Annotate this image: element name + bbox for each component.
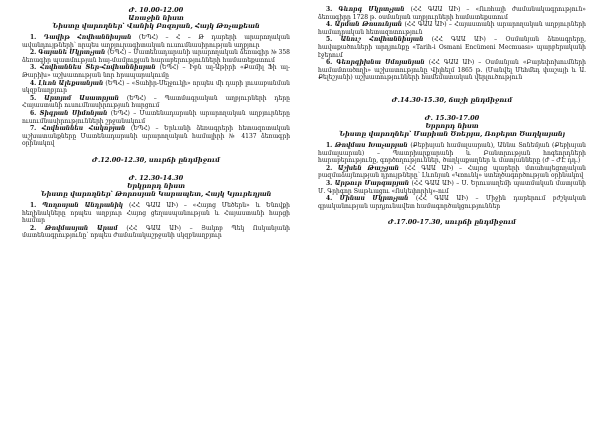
paper-number: 1.: [30, 34, 37, 41]
session-two-continued: [318, 6, 586, 82]
lunch-break: Ժ.14.30-15.30, ճաշի ընդմիջում: [391, 95, 513, 104]
paper-author: Թովմաս Խաչարյան: [334, 141, 408, 149]
paper-author: Հովհաննես Տեր-Հովհաննիսյան: [40, 64, 156, 72]
paper-author: Մինաս Մկրտչյան: [339, 195, 409, 203]
paper-item: [318, 195, 586, 210]
paper-number: 3.: [30, 64, 37, 72]
session-chairs: Նիստը վարողներ՝ Մարիան Ծռերյա, Ռոբերտ Ծաղկայանյ: [338, 129, 566, 138]
paper-item: [318, 36, 586, 59]
paper-title: (ԵՊՀ) – Մատենադարանի արարողական աղբյուրները ուսումնասիրությունների շրջանակում: [22, 109, 290, 125]
paper-number: 5.: [30, 94, 37, 102]
paper-author: Արտյոմ Ասատրյան: [44, 94, 119, 102]
left-column: [22, 6, 290, 248]
paper-title: (ՀՀ ԳԱԱ ԱԻ) – Օսմանյան «Բարեփոխումների համամտածողի» աշխատությունը Վիլհելմ 1865 թ. (Մանվել Մեհմեդ փաշայի և Ա. Քելեշյանի) աշխատությունների համեմատական վերլուծություն: [318, 59, 586, 82]
session-time: Ժ. 15.30-17.00: [424, 113, 480, 122]
paper-title: (ԵՊՀ) – Իբն ալ-Աթիրի «Քամիլ Ֆի ալ-Թարիխ» աշխատության նոր հրապարակումը: [22, 64, 290, 79]
paper-number: 3.: [326, 6, 333, 13]
paper-author: Գևորգ Մկրտչյան: [338, 6, 405, 13]
paper-title: (ՀՀ ԳԱԱ ԱԻ) – Յակոբ Պեկ Ոսկանյանի մատենագրությունը՝ որպես ժամանակաշրջանի սկզբնաղբյուր: [22, 224, 290, 240]
paper-title: (ԵՊՀ) – Երևանի ձեռագրերի հետազոտական աշխատանքները Մատենադարանի արարողական համալիրի № 4137 ձեռագրի օրինակով: [22, 125, 290, 148]
paper-number: 6.: [30, 109, 37, 117]
paper-title: (ԵՊՀ) – Հ – Թ դարերի արարողական ավանդույթների՝ որպես աղբյուրագիտական ուսումնասիրության աղբյուր: [22, 34, 290, 49]
paper-author: Աշխեն Թաշչյան: [337, 164, 399, 172]
paper-item: [22, 64, 290, 79]
paper-title: (Քեբիսյան համալսարան), Աննա Տոնեմյան (Քեբիսյան համալսարան) – Պատրիարքարանի և Բանտրության հոգեորդների հարաբերությունը, գործողություններ, ծաղկաքաղներ և մատյանները (Ժ – ԺԷ դդ.): [318, 141, 586, 165]
paper-number: 4.: [30, 79, 37, 87]
right-column: [318, 6, 586, 236]
paper-item: [22, 110, 290, 125]
session-title: Երկրորդ նիստ: [126, 181, 186, 190]
paper-title: (ՀՀ ԳԱԱ ԱԻ) – «Ուռհայի ժամանակագրություն» ձեռագիրը 1728 թ. օսմանյան աղբյուրների համատեքստում: [318, 6, 586, 21]
paper-title: (ՀՀ ԳԱԱ ԱԻ) – Միջին դարերում բժշկական գրականության արդյունավետ համագործակցություններ: [318, 195, 586, 210]
session-three: [318, 114, 586, 210]
session-time: Ժ. 10.00-12.00: [128, 6, 184, 14]
paper-item: [22, 49, 290, 64]
paper-number: 1.: [30, 201, 37, 209]
paper-item: [22, 34, 290, 49]
paper-author: Անուշ Հովհաննիսյան: [340, 36, 424, 44]
paper-author: Հովհաննես Հակոբյան: [41, 125, 126, 133]
paper-number: 2.: [30, 49, 37, 57]
session-time: Ժ. 12.30-14.30: [128, 173, 184, 182]
paper-title: (ՀՀ ԳԱԱ ԱԻ) – Ս. Երուսաղեմի պատմական մատյանի Մ. Գրիգոր Տաթևացու «Ոսկեփորիկ»-ում: [318, 179, 586, 195]
session-title: Առաջին նիստ: [128, 14, 184, 22]
coffee-break: Ժ.12.00-12.30, սուրճի ընդմիջում: [92, 155, 220, 164]
session-chairs: Նիստը վարողներ՝ Թորոսյան Կարապետ, Հայկ Կյուրեղյան: [40, 189, 272, 198]
paper-author: Դավիթ Հովհաննիսյան: [43, 34, 132, 41]
paper-author: Պողոսյան Անդրանիկ: [42, 201, 124, 209]
paper-title: (ՀՀ ԳԱԱ ԱԻ) – Հայոց պարերի մտահայեցողական բազմաձայնության դրույթները՝ Լևոնյան «Կռունկ» ստեղծագործության օրինակով: [318, 164, 586, 180]
paper-author: Թովմասյան Արամ: [44, 224, 118, 232]
paper-title: (ԵՊՀ) – Մատենադարանի արարողական ձեռագիր № 358 ձեռագիր պատմության հայ-մամլուքյան հարաբերությունների համատեքստում: [22, 49, 290, 64]
paper-number: 2.: [326, 164, 333, 172]
paper-author: Գեորգիխնա Սմոյանյան: [336, 59, 425, 67]
paper-number: 4.: [326, 21, 333, 29]
paper-item: [318, 21, 586, 36]
paper-author: Արման Թոսունյան: [334, 21, 403, 29]
paper-number: 7.: [30, 125, 37, 133]
paper-item: [318, 6, 586, 21]
coffee-break: Ժ.17.00-17.30, սուրճի ընդմիջում: [388, 218, 516, 227]
paper-number: 1.: [326, 141, 333, 149]
paper-number: 3.: [326, 179, 333, 187]
paper-title: (ՀՀ ԳԱԱ ԱԻ) – Օսմանյան ձեռագրերը, հավաքածուների արդյունքը «Tarih-i Osmani Encümeni Mecmuası» պարբերականի էջերում: [318, 36, 586, 59]
paper-author: Տիգրան Սիմոնյան: [39, 109, 108, 117]
paper-item: [22, 80, 290, 95]
paper-author: Լևոն Ալեքսանյան: [38, 79, 104, 87]
session-two: [22, 174, 290, 240]
paper-number: 6.: [326, 59, 333, 67]
paper-item: [318, 142, 586, 165]
paper-item: [318, 59, 586, 82]
paper-item: [22, 225, 290, 240]
session-one: [22, 6, 290, 148]
paper-author: Գայանե Մկրտչյան: [38, 49, 106, 57]
paper-item: [22, 202, 290, 225]
paper-item: [318, 180, 586, 195]
paper-title: (ԵՊՀ) – Պատմագրական աղբյուրների դերը Հայաստանի ուսումնասիրության հարցում: [22, 94, 290, 110]
session-chairs: Նիստը վարողներ՝ Վանիկ Բոզոյան, Հայկ Թռչաքեան: [52, 22, 260, 30]
paper-title: (ՀՀ ԳԱԱ ԱԻ) – «Հայոց Մեծերն» և Ենովքի հեղինակները որպես աղբյուր Հայոց ցեղասպանության և Հայաստանի հարցի համար: [22, 201, 290, 225]
paper-number: 4.: [326, 195, 333, 203]
paper-item: [22, 95, 290, 110]
paper-number: 5.: [326, 36, 333, 44]
paper-item: [22, 125, 290, 148]
paper-title: (ՀՀ ԳԱԱ ԱԻ) – Հայաստանի արարողական աղբյուրների համադրական հետազոտություն: [318, 21, 586, 36]
session-title: Երրորդ նիստ: [425, 121, 479, 130]
paper-author: Արթուր Մարգարյան: [334, 179, 410, 187]
paper-number: 2.: [30, 224, 37, 232]
paper-item: [318, 165, 586, 180]
paper-title: (ԵՊՀ) – «Տահիր-Սելջուկի» որպես մի դարի լուսաբանման սկզբնաղբյուր: [22, 79, 290, 95]
